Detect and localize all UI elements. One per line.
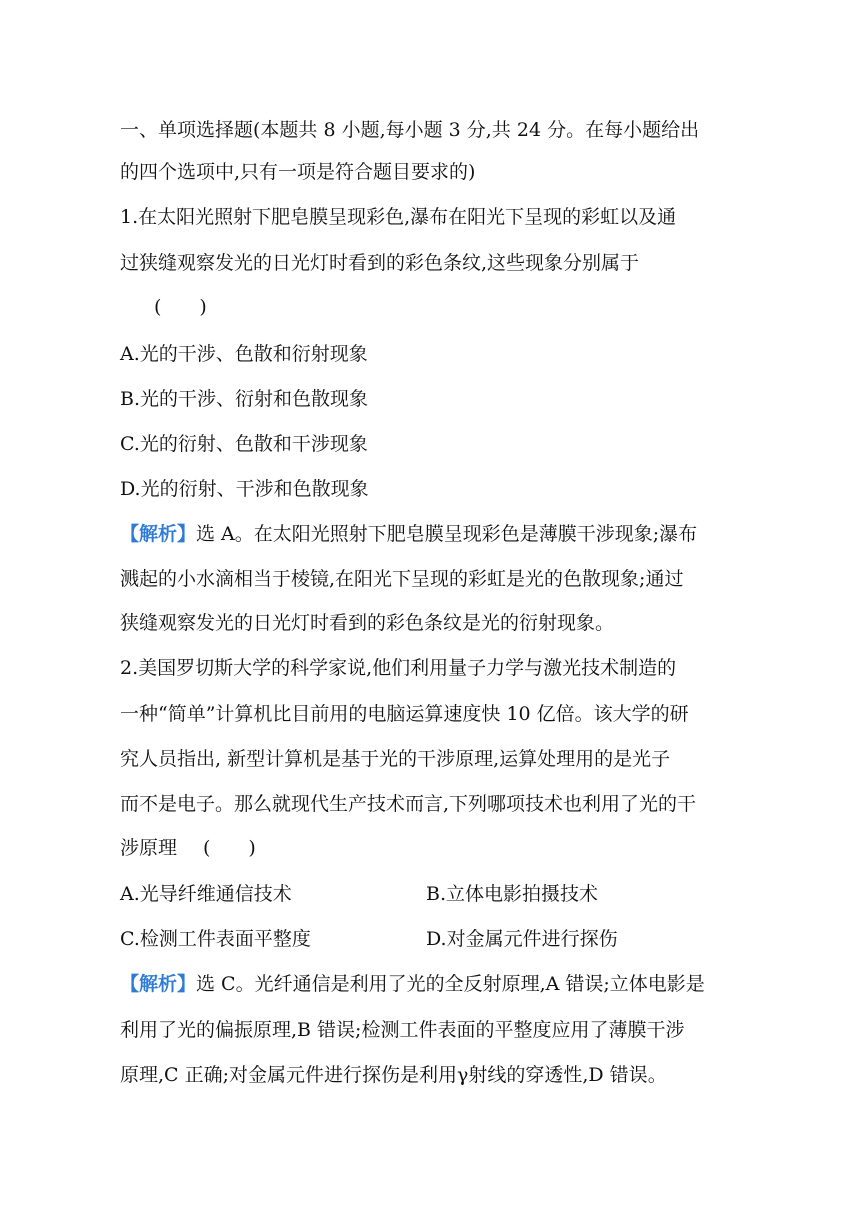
section-heading: 一、单项选择题(本题共 8 小题,每小题 3 分,共 24 分。在每小题给出 — [120, 119, 700, 141]
q2-analysis-continued-2: 原理,C 正确;对金属元件进行探伤是利用γ射线的穿透性,D 错误。 — [120, 1064, 667, 1086]
analysis-tag: 【解析】 — [120, 523, 197, 545]
q2-option-c: C.检测工件表面平整度 — [120, 928, 311, 950]
q1-analysis-continued-2: 狭缝观察发光的日光灯时看到的彩色条纹是光的衍射现象。 — [120, 612, 615, 634]
q1-option-b: B.光的干涉、衍射和色散现象 — [120, 388, 369, 410]
q1-analysis-text: 选 A。在太阳光照射下肥皂膜呈现彩色是薄膜干涉现象;瀑布 — [196, 523, 698, 545]
q1-analysis-continued: 溅起的小水滴相当于棱镜,在阳光下呈现的彩虹是光的色散现象;通过 — [120, 568, 684, 590]
q2-stem-continued: 一种“简单”计算机比目前用的电脑运算速度快 10 亿倍。该大学的研 — [120, 703, 689, 725]
q2-stem-continued-2: 究人员指出, 新型计算机是基于光的干涉原理,运算处理用的是光子 — [120, 748, 671, 770]
q2-option-a: A.光导纤维通信技术 — [120, 883, 292, 905]
q2-stem-continued-4 — [120, 835, 740, 861]
q1-option-a: A.光的干涉、色散和衍射现象 — [120, 343, 368, 365]
analysis-tag: 【解析】 — [120, 973, 197, 995]
q2-options-row-2 — [120, 926, 740, 952]
q1-option-d: D.光的衍射、干涉和色散现象 — [120, 478, 369, 500]
q2-stem: 2.美国罗切斯大学的科学家说,他们利用量子力学与激光技术制造的 — [120, 657, 677, 679]
q1-stem-continued: 过狭缝观察发光的日光灯时看到的彩色条纹,这些现象分别属于 — [120, 252, 640, 274]
q1-stem: 1.在太阳光照射下肥皂膜呈现彩色,瀑布在阳光下呈现的彩虹以及通 — [120, 206, 677, 228]
q1-answer-blank: ( ) — [154, 296, 207, 318]
q2-analysis-continued: 利用了光的偏振原理,B 错误;检测工件表面的平整度应用了薄膜干涉 — [120, 1019, 685, 1041]
q2-answer-blank: ( ) — [203, 837, 256, 859]
q2-option-b: B.立体电影拍摄技术 — [426, 883, 599, 905]
q2-stem-tail: 涉原理 — [120, 837, 178, 859]
q2-options-row-1 — [120, 881, 740, 907]
q2-option-d: D.对金属元件进行探伤 — [426, 928, 618, 950]
section-heading-continued: 的四个选项中,只有一项是符合题目要求的) — [120, 161, 476, 183]
q2-stem-continued-3: 而不是电子。那么就现代生产技术而言,下列哪项技术也利用了光的干 — [120, 793, 697, 815]
q2-analysis-text: 选 C。光纤通信是利用了光的全反射原理,A 错误;立体电影是 — [196, 973, 705, 995]
q1-option-c: C.光的衍射、色散和干涉现象 — [120, 433, 368, 455]
q1-analysis — [120, 521, 740, 547]
q2-analysis — [120, 971, 740, 997]
